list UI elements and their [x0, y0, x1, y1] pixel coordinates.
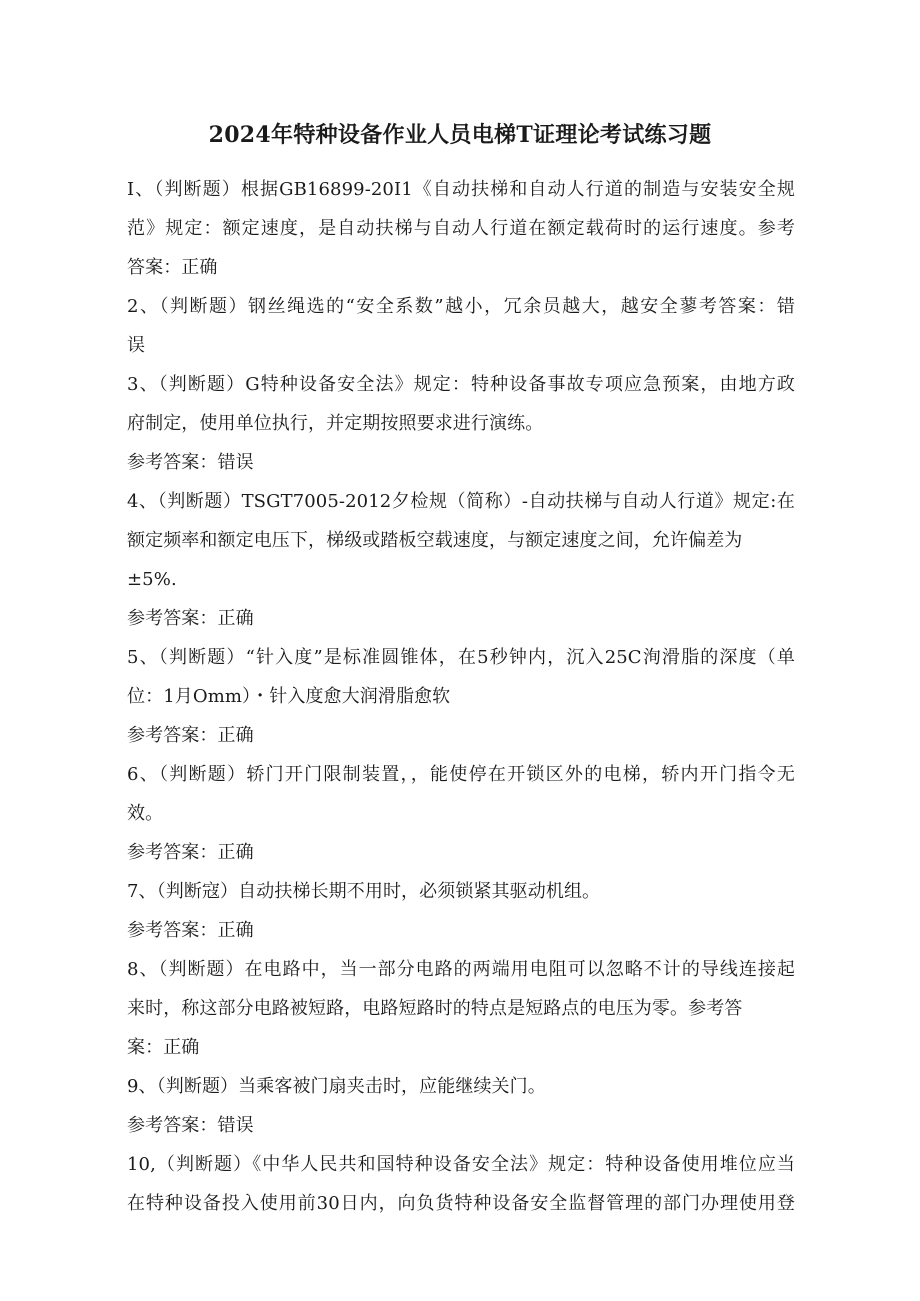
text-line: 4、（判断题）TSGT7005-2012夕检规（简称）-自动扶梯与自动人行道》规定:在 — [127, 491, 795, 512]
answer-line: 参考答案：正确 — [127, 608, 254, 629]
text-line: 3、（判断题）G特种设备安全法》规定：特种设备事故专项应急预案，由地方政 — [127, 374, 795, 395]
text-line: 额定频率和额定电压下，梯级或踏板空载速度，与额定速度之间，允许偏差为 — [127, 530, 743, 551]
answer-line: 参考答案：错误 — [127, 452, 254, 473]
answer-line: 案：正确 — [127, 1037, 200, 1058]
question-list — [127, 170, 795, 1223]
text-line: I、（判断题）根据GB16899-20I1《自动扶梯和自动人行道的制造与安装安全规 — [127, 179, 795, 200]
text-line: ±5%. — [127, 569, 177, 590]
answer-line: 答案：正确 — [127, 257, 218, 278]
answer-line: 参考答案：正确 — [127, 725, 254, 746]
text-line: 7、（判断寇）自动扶梯长期不用时，必须锁紧其驱动机组。 — [127, 881, 601, 902]
text-line: 9、（判断题）当乘客被门扇夹击时，应能继续关门。 — [127, 1076, 546, 1097]
text-line: 8、（判断题）在电路中，当一部分电路的两端用电阻可以忽略不计的导线连接起 — [127, 959, 795, 980]
text-line: 5、（判断题）“针入度”是标准圆锥体，在5秒钟内，沉入25C洵滑脂的深度（单 — [127, 647, 795, 668]
answer-line: 参考答案：正确 — [127, 920, 254, 941]
text-line: 府制定，使用单位执行，并定期按照要求进行演练。 — [127, 413, 544, 434]
text-line: 在特种设备投入使用前30日内，向负货特种设备安全监督管理的部门办理使用登 — [127, 1193, 795, 1214]
text-line: 范》规定：额定速度，是自动扶梯与自动人行道在额定载荷时的运行速度。参考 — [127, 218, 795, 239]
text-line: 误 — [127, 335, 146, 356]
text-line: 位：1月Omm）・针入度愈大润滑脂愈软 — [127, 686, 451, 707]
text-line: 10,（判断题）《中华人民共和国特种设备安全法》规定：特种设备使用堆位应当 — [127, 1154, 795, 1175]
text-line: 2、（判断题）钢丝绳选的“安全系数”越小，冗余员越大，越安全蓼考答案：错 — [127, 296, 795, 317]
text-line: 来时，称这部分电路被短路，电路短路时的特点是短路点的电压为零。参考答 — [127, 998, 743, 1019]
text-line: 效。 — [127, 803, 164, 824]
answer-line: 参考答案：正确 — [127, 842, 254, 863]
answer-line: 参考答案：错误 — [127, 1115, 254, 1136]
document-title: 2024年特种设备作业人员电梯T证理论考试练习题 — [208, 122, 712, 148]
text-line: 6、（判断题）轿门开门限制装置，，能使停在开锁区外的电梯，轿内开门指令无 — [127, 764, 795, 785]
